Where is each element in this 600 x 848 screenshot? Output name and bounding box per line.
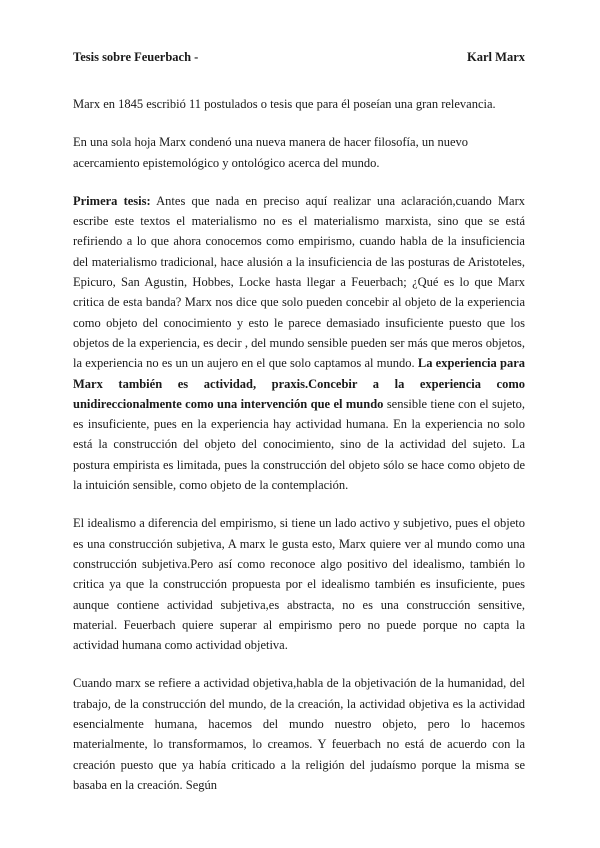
document-title: Tesis sobre Feuerbach - xyxy=(73,50,199,64)
paragraph-intro: Marx en 1845 escribió 11 postulados o tesis que para él poseían una gran relevancia. xyxy=(73,97,496,111)
first-thesis-label: Primera tesis: xyxy=(73,193,151,208)
first-thesis-text-a: Antes que nada en preciso aquí realizar una aclaración,cuando Marx escribe este textos el materialismo no es el materialismo marxista, sino que se está refiriendo a lo que ahora conocemos como empirismo, cuando habla de la insuficiencia del materialismo tradicional, hace alusión a la insuficiencia de las posturas de Aristoteles, Epicuro, San Agustin, Hobbes, Locke hasta llegar a Feuerbach; ¿Qué es lo que Marx critica de esta banda? Marx nos dice que solo pueden concebir al objeto de la experiencia como objeto del conocimiento y esto le parece demasiado insuficiente puesto que los objetos de la experiencia, es decir , del mundo sensible pueden ser más que meros objetos, la experiencia no es un un aujero en el que solo captamos al mundo. xyxy=(73,193,525,371)
first-thesis-bold-text: La experiencia para Marx también es actividad, praxis.Concebir a la experiencia como unidireccionalmente como una intervención que el mundo xyxy=(73,356,526,411)
paragraph-overview: En una sola hoja Marx condenó una nueva manera de hacer filosofía, un nuevo acercamiento epistemológico y ontológico acerca del mundo. xyxy=(73,135,468,170)
first-thesis-text-c: sensible tiene con el sujeto, es insuficiente, pues en la experiencia hay actividad humana. En la experiencia no solo está la construcción del objeto del conocimiento, sino de la actividad del sujeto. La postura empirista es limitada, pues la construcción del objeto sólo se hace como objeto de la intuición sensible, como objeto de la contemplación. xyxy=(73,396,525,493)
page-header xyxy=(73,50,525,65)
document-author: Karl Marx xyxy=(467,50,525,64)
paragraph-first-thesis xyxy=(73,191,525,495)
document-body xyxy=(73,94,525,795)
paragraph-objective-activity: Cuando marx se refiere a actividad objetiva,habla de la objetivación de la humanidad, del trabajo, de la construcción del mundo, de la creación, la actividad objetiva es la actividad esencialmente humana, hacemos del mundo nuestro objeto, pero lo hacemos materialmente, lo transformamos, lo creamos. Y feuerbach no está de acuerdo con la creación puesto que ya había criticado a la religión del judaísmo porque la misma se basaba en la creación. Según xyxy=(73,676,525,792)
paragraph-idealism: El idealismo a diferencia del empirismo, si tiene un lado activo y subjetivo, pues el objeto es una construcción subjetiva, A marx le gusta esto, Marx quiere ver al mundo como una construcción subjetiva.Pero así como reconoce algo positivo del idealismo, también lo critica ya que la construcción propuesta por el idealismo también es insuficiente, pues aunque contiene actividad subjetiva,es abstracta, no es una construcción sensitive, material. Feuerbach quiere superar al empirismo pero no puede porque no capta la actividad humana como actividad objetiva. xyxy=(73,516,525,653)
